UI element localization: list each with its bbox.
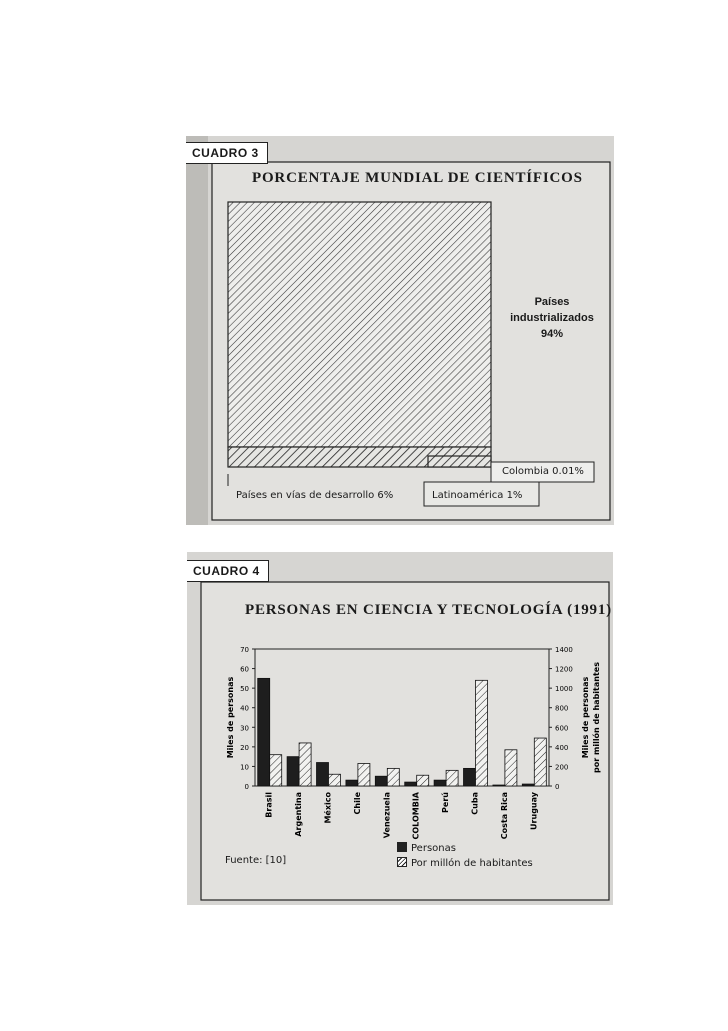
cuadro-3-tag: CUADRO 3 (186, 142, 268, 164)
bar-personas (375, 776, 387, 786)
cuadro-4-tag: CUADRO 4 (187, 560, 269, 582)
desarrollo-label: Países en vías de desarrollo 6% (236, 490, 394, 501)
bar-personas (317, 763, 329, 786)
y-right-axis-label-line1: Miles de personas (581, 676, 590, 759)
source-label: Fuente: [10] (225, 855, 287, 866)
latinoamerica-label: Latinoamérica 1% (432, 490, 523, 501)
y-right-tick-label: 0 (555, 783, 560, 791)
latinoamerica-block (428, 456, 491, 467)
y-right-tick-label: 1400 (555, 646, 573, 654)
y-right-tick-label: 1000 (555, 685, 573, 694)
x-tick-label: Perú (441, 792, 451, 813)
bar-por-millon (417, 775, 429, 786)
x-tick-label: Venezuela (382, 792, 392, 839)
bar-personas (522, 784, 534, 786)
bar-por-millon (505, 750, 517, 786)
x-tick-label: Argentina (294, 792, 304, 837)
bar-personas (346, 780, 358, 786)
cuadro-4-panel (187, 552, 613, 905)
bar-personas (258, 678, 270, 786)
cuadro-4-title: PERSONAS EN CIENCIA Y TECNOLOGÍA (1991) (245, 602, 612, 618)
x-tick-label: COLOMBIA (411, 792, 421, 840)
bar-por-millon (446, 770, 458, 786)
cuadro-3-title: PORCENTAJE MUNDIAL DE CIENTÍFICOS (252, 170, 583, 186)
y-left-tick-label: 10 (240, 763, 249, 772)
bar-personas (493, 785, 505, 786)
colombia-label: Colombia 0.01% (502, 466, 584, 477)
x-tick-label: México (323, 792, 333, 824)
cuadro-3-panel (186, 136, 614, 525)
bar-por-millon (329, 774, 341, 786)
bar-por-millon (270, 755, 282, 786)
y-right-tick-label: 600 (555, 724, 569, 733)
industrializados-label: Países industrializados 94% (510, 296, 594, 340)
x-tick-label: Cuba (470, 792, 480, 815)
y-right-axis-label-line2: por millón de habitantes (592, 662, 601, 773)
y-left-tick-label: 60 (240, 665, 249, 674)
bar-personas (287, 757, 299, 786)
x-tick-label: Brasil (264, 792, 274, 818)
x-tick-label: Costa Rica (499, 792, 509, 840)
y-left-tick-label: 40 (240, 704, 249, 713)
y-left-tick-label: 20 (240, 743, 249, 752)
x-tick-label: Uruguay (529, 792, 539, 830)
y-right-tick-label: 200 (555, 763, 569, 772)
legend-swatch-por-millon (397, 857, 407, 867)
industrializados-block (228, 202, 491, 447)
y-left-tick-label: 30 (240, 724, 249, 733)
legend-por-millon: Por millón de habitantes (397, 857, 533, 869)
bar-personas (405, 782, 417, 786)
x-tick-label: Chile (352, 792, 362, 815)
y-left-tick-label: 70 (240, 646, 249, 654)
y-left-axis-label: Miles de personas (226, 676, 235, 759)
y-right-tick-label: 800 (555, 704, 569, 713)
bar-personas (434, 780, 446, 786)
y-left-tick-label: 0 (244, 783, 249, 791)
y-right-tick-label: 1200 (555, 665, 573, 674)
bar-por-millon (387, 768, 399, 786)
legend-swatch-personas (397, 842, 407, 852)
bar-por-millon (534, 738, 546, 786)
y-right-tick-label: 400 (555, 743, 569, 752)
bar-por-millon (299, 743, 311, 786)
bar-por-millon (476, 680, 488, 786)
bar-personas (464, 768, 476, 786)
bar-por-millon (358, 763, 370, 786)
legend-personas: Personas (397, 842, 456, 854)
y-left-tick-label: 50 (240, 685, 249, 694)
